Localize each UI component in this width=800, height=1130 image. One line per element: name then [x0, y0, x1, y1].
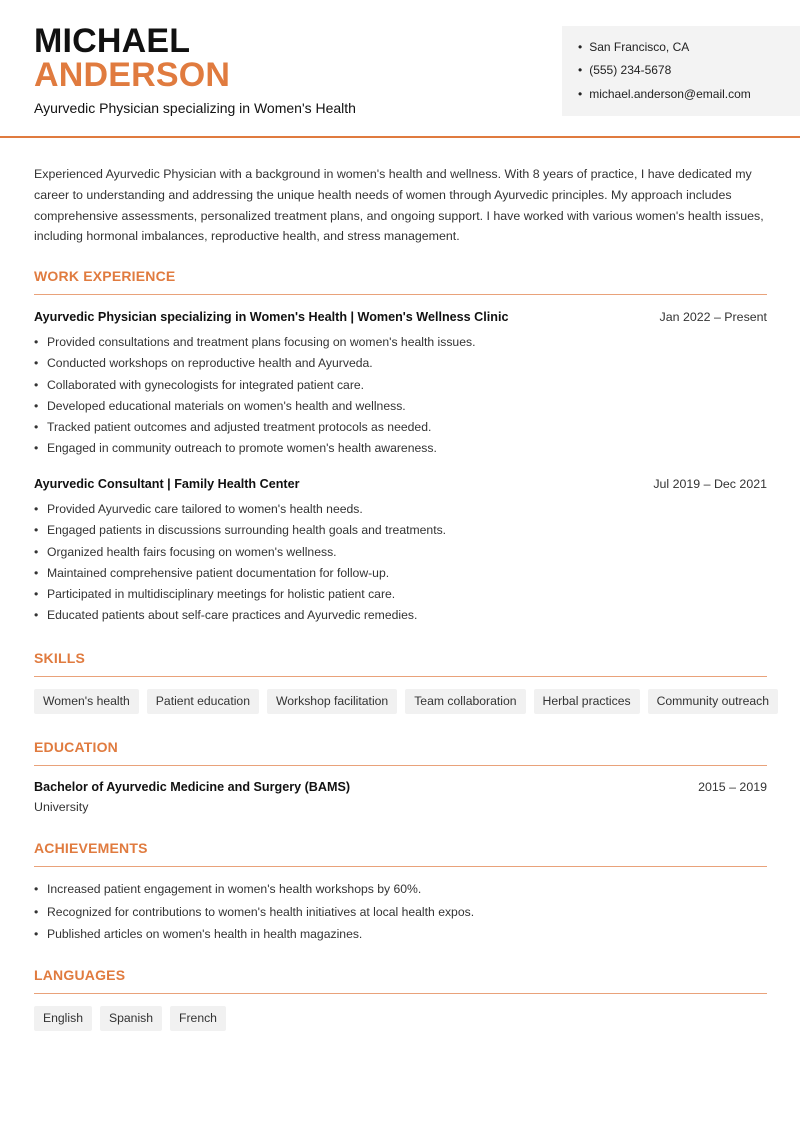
section-title-education: EDUCATION	[34, 739, 118, 755]
list-item: • Recognized for contributions to women's health initiatives at local health expos.	[34, 901, 474, 924]
languages-list	[34, 1006, 226, 1031]
job-date: Jan 2022 – Present	[659, 310, 767, 324]
contact-location: • San Francisco, CA	[578, 40, 689, 54]
skills-list	[34, 689, 778, 714]
education-date: 2015 – 2019	[698, 780, 767, 794]
job-title: Ayurvedic Consultant | Family Health Center	[34, 477, 300, 491]
skill-chip: Women's health	[34, 689, 139, 714]
list-item: • Collaborated with gynecologists for integrated patient care.	[34, 375, 475, 396]
last-name: ANDERSON	[34, 56, 231, 94]
list-item: • Conducted workshops on reproductive health and Ayurveda.	[34, 353, 475, 374]
school: University	[34, 800, 89, 814]
list-item: • Provided Ayurvedic care tailored to women's health needs.	[34, 499, 446, 520]
job-title: Ayurvedic Physician specializing in Women's Health | Women's Wellness Clinic	[34, 310, 509, 324]
list-item: • Engaged patients in discussions surrounding health goals and treatments.	[34, 520, 446, 541]
contact-email: • michael.anderson@email.com	[578, 87, 751, 101]
skill-chip: Patient education	[147, 689, 259, 714]
list-item: • Increased patient engagement in women's health workshops by 60%.	[34, 878, 474, 901]
section-title-languages: LANGUAGES	[34, 967, 126, 983]
divider	[34, 676, 767, 677]
list-item: • Developed educational materials on women's health and wellness.	[34, 396, 475, 417]
tagline: Ayurvedic Physician specializing in Women's Health	[34, 100, 356, 116]
divider	[34, 765, 767, 766]
job-date: Jul 2019 – Dec 2021	[653, 477, 767, 491]
list-item: • Participated in multidisciplinary meetings for holistic patient care.	[34, 584, 446, 605]
degree: Bachelor of Ayurvedic Medicine and Surgery (BAMS)	[34, 780, 351, 794]
list-item: • Engaged in community outreach to promote women's health awareness.	[34, 438, 475, 459]
contact-phone: • (555) 234-5678	[578, 63, 671, 77]
skill-chip: Workshop facilitation	[267, 689, 397, 714]
list-item: • Tracked patient outcomes and adjusted treatment protocols as needed.	[34, 417, 475, 438]
list-item: • Maintained comprehensive patient documentation for follow-up.	[34, 563, 446, 584]
list-item: • Provided consultations and treatment plans focusing on women's health issues.	[34, 332, 475, 353]
section-title-achievements: ACHIEVEMENTS	[34, 840, 148, 856]
divider	[34, 866, 767, 867]
divider	[34, 294, 767, 295]
list-item: • Educated patients about self-care practices and Ayurvedic remedies.	[34, 605, 446, 626]
list-item: • Published articles on women's health in health magazines.	[34, 923, 474, 946]
job-bullets	[34, 499, 446, 627]
language-chip: Spanish	[100, 1006, 162, 1031]
skill-chip: Team collaboration	[405, 689, 525, 714]
skill-chip: Community outreach	[648, 689, 778, 714]
section-title-work: WORK EXPERIENCE	[34, 268, 176, 284]
contact-box	[562, 26, 800, 116]
language-chip: French	[170, 1006, 226, 1031]
divider	[34, 993, 767, 994]
first-name: MICHAEL	[34, 22, 191, 60]
skill-chip: Herbal practices	[534, 689, 640, 714]
summary: Experienced Ayurvedic Physician with a background in women's health and wellness. With 8 years of practice, I have dedicated my career to understanding and addressing the unique health needs of women through Ayurvedic principles. My approach includes comprehensive assessments, personalized treatment plans, and ongoing support. I have worked with various women's health issues, including hormonal imbalances, reproductive health, and stress management.	[34, 167, 764, 244]
achievements-list	[34, 878, 474, 946]
list-item: • Organized health fairs focusing on women's wellness.	[34, 542, 446, 563]
job-bullets	[34, 332, 475, 460]
resume-header	[0, 0, 800, 138]
section-title-skills: SKILLS	[34, 650, 85, 666]
language-chip: English	[34, 1006, 92, 1031]
